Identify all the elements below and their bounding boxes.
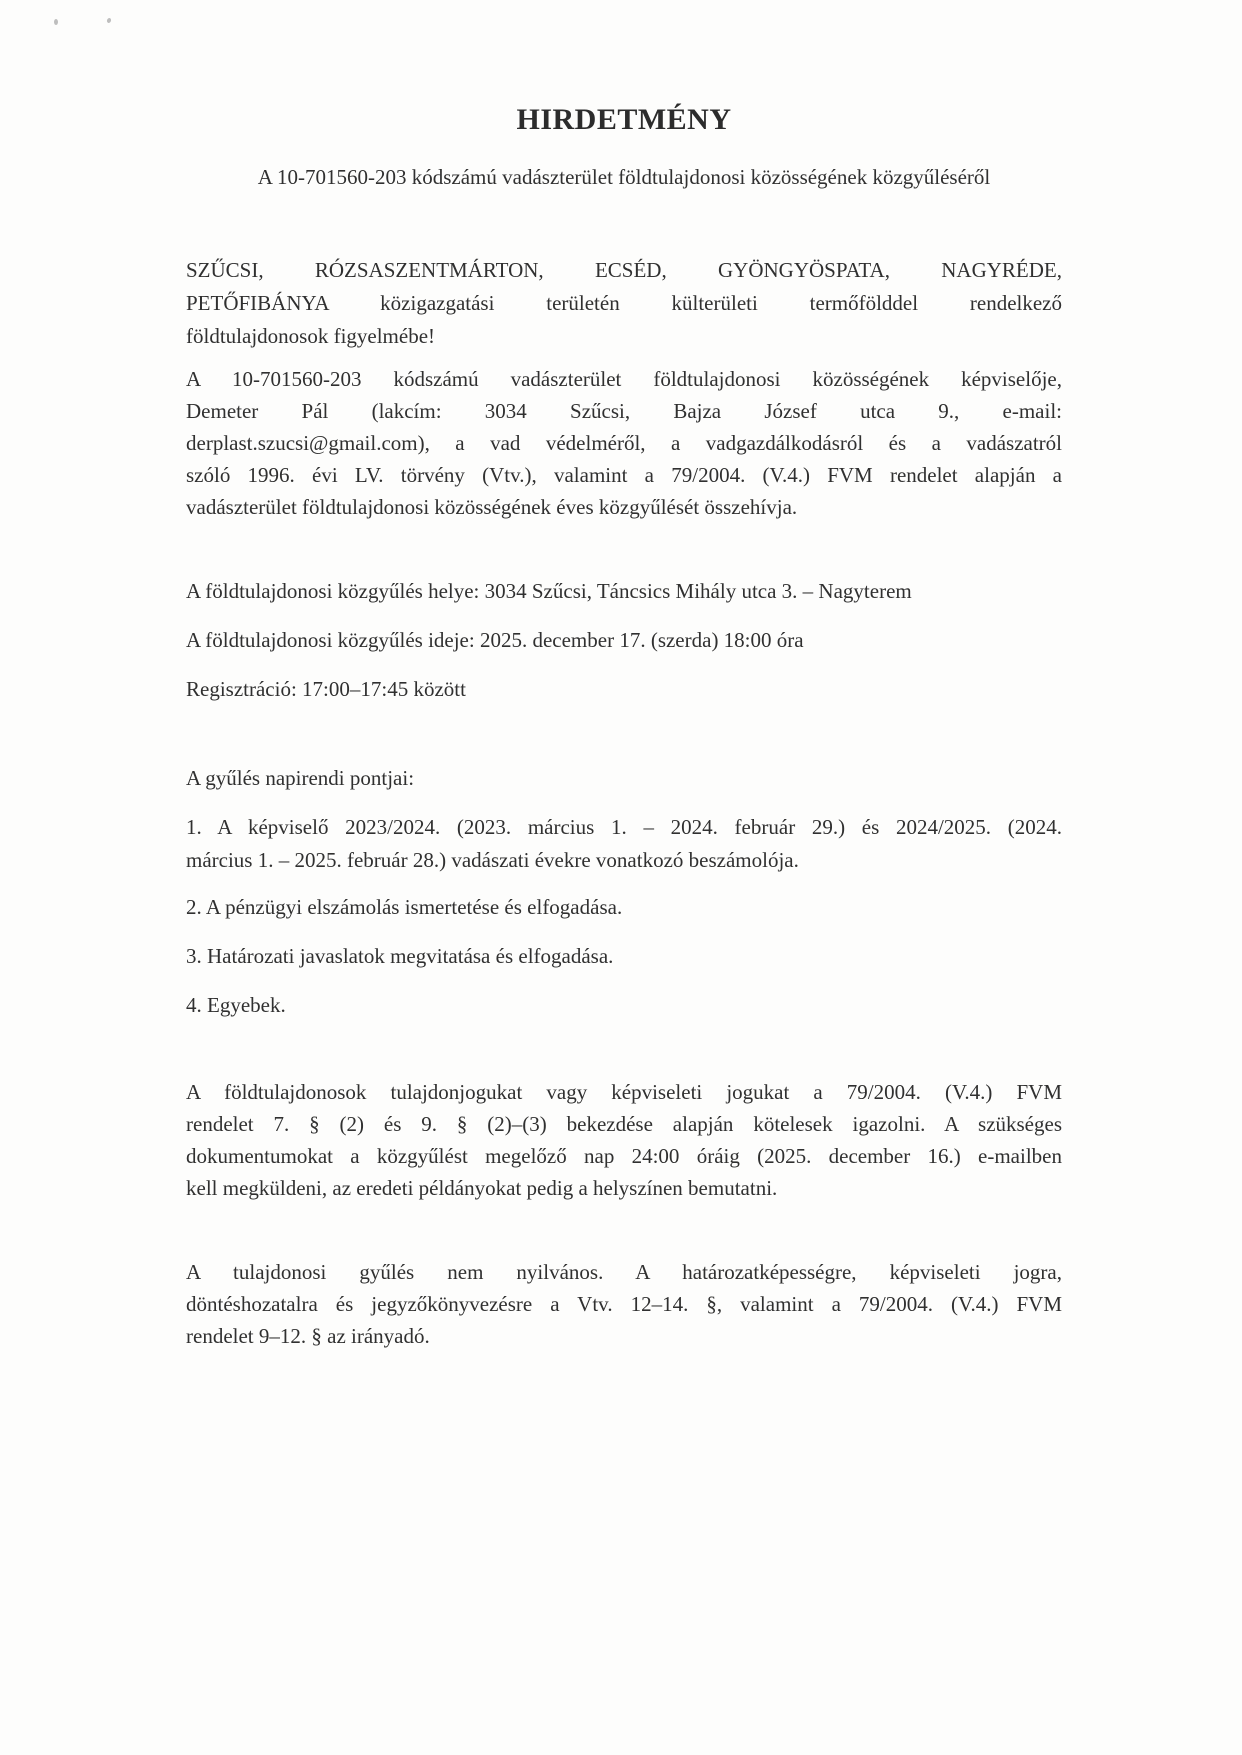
page-title: HIRDETMÉNY [516,103,732,136]
line-meeting-location: A földtulajdonosi közgyűlés helye: 3034 Szűcsi, Táncsics Mihály utca 3. – Nagyterem [186,579,912,603]
text-line: szóló 1996. évi LV. törvény (Vtv.), valamint a 79/2004. (V.4.) FVM rendelet alapján a [186,463,1062,487]
text-line: PETŐFIBÁNYA közigazgatási területén külterületi termőfölddel rendelkező [186,291,1062,315]
text-line: SZŰCSI, RÓZSASZENTMÁRTON, ECSÉD, GYÖNGYÖSPATA, NAGYRÉDE, [186,258,1062,282]
text-line: 2. A pénzügyi elszámolás ismertetése és elfogadása. [186,895,623,919]
paragraph-closing [186,1256,1062,1352]
agenda-heading: A gyűlés napirendi pontjai: [186,766,415,790]
line-meeting-time: A földtulajdonosi közgyűlés ideje: 2025. december 17. (szerda) 18:00 óra [186,628,804,652]
text-line: földtulajdonosok figyelmébe! [186,324,436,348]
text-line: március 1. – 2025. február 28.) vadászati évekre vonatkozó beszámolója. [186,848,799,872]
text-line: A tulajdonosi gyűlés nem nyilvános. A határozatképességre, képviseleti jogra, [186,1260,1062,1284]
text-line: döntéshozatalra és jegyzőkönyvezésre a Vtv. 12–14. §, valamint a 79/2004. (V.4.) FVM [186,1292,1062,1316]
text-line: 3. Határozati javaslatok megvitatása és elfogadása. [186,944,614,968]
text-line: 4. Egyebek. [186,993,286,1017]
scan-speck [106,17,111,23]
text-line: 1. A képviselő 2023/2024. (2023. március 1. – 2024. február 29.) és 2024/2025. (2024. [186,815,1062,839]
text-line: A 10-701560-203 kódszámú vadászterület földtulajdonosi közösségének képviselője, [186,367,1062,391]
text-line: A földtulajdonosok tulajdonjogukat vagy képviseleti jogukat a 79/2004. (V.4.) FVM [186,1080,1062,1104]
line-registration: Regisztráció: 17:00–17:45 között [186,677,466,701]
text-line: vadászterület földtulajdonosi közösségének éves közgyűlését összehívja. [186,495,798,519]
agenda-item-1 [186,811,1062,877]
paragraph-convocation [186,363,1062,523]
page-subtitle: A 10-701560-203 kódszámú vadászterület földtulajdonosi közösségének közgyűléséről [257,165,991,189]
document-content [186,0,1062,1352]
agenda-item-3 [186,940,1062,973]
text-line: rendelet 7. § (2) és 9. § (2)–(3) bekezdése alapján kötelesek igazolni. A szükséges [186,1112,1062,1136]
text-line: Demeter Pál (lakcím: 3034 Szűcsi, Bajza József utca 9., e-mail: [186,399,1062,423]
agenda-item-2 [186,891,1062,924]
text-line: rendelet 9–12. § az irányadó. [186,1324,430,1348]
text-line: dokumentumokat a közgyűlést megelőző nap 24:00 óráig (2025. december 16.) e-mailben [186,1144,1062,1168]
paragraph-verification [186,1076,1062,1204]
agenda-item-4 [186,989,1062,1022]
paragraph-attention [186,254,1062,353]
text-line: derplast.szucsi@gmail.com), a vad védelméről, a vadgazdálkodásról és a vadászatról [186,431,1062,455]
scan-speck [54,19,58,25]
text-line: kell megküldeni, az eredeti példányokat pedig a helyszínen bemutatni. [186,1176,778,1200]
